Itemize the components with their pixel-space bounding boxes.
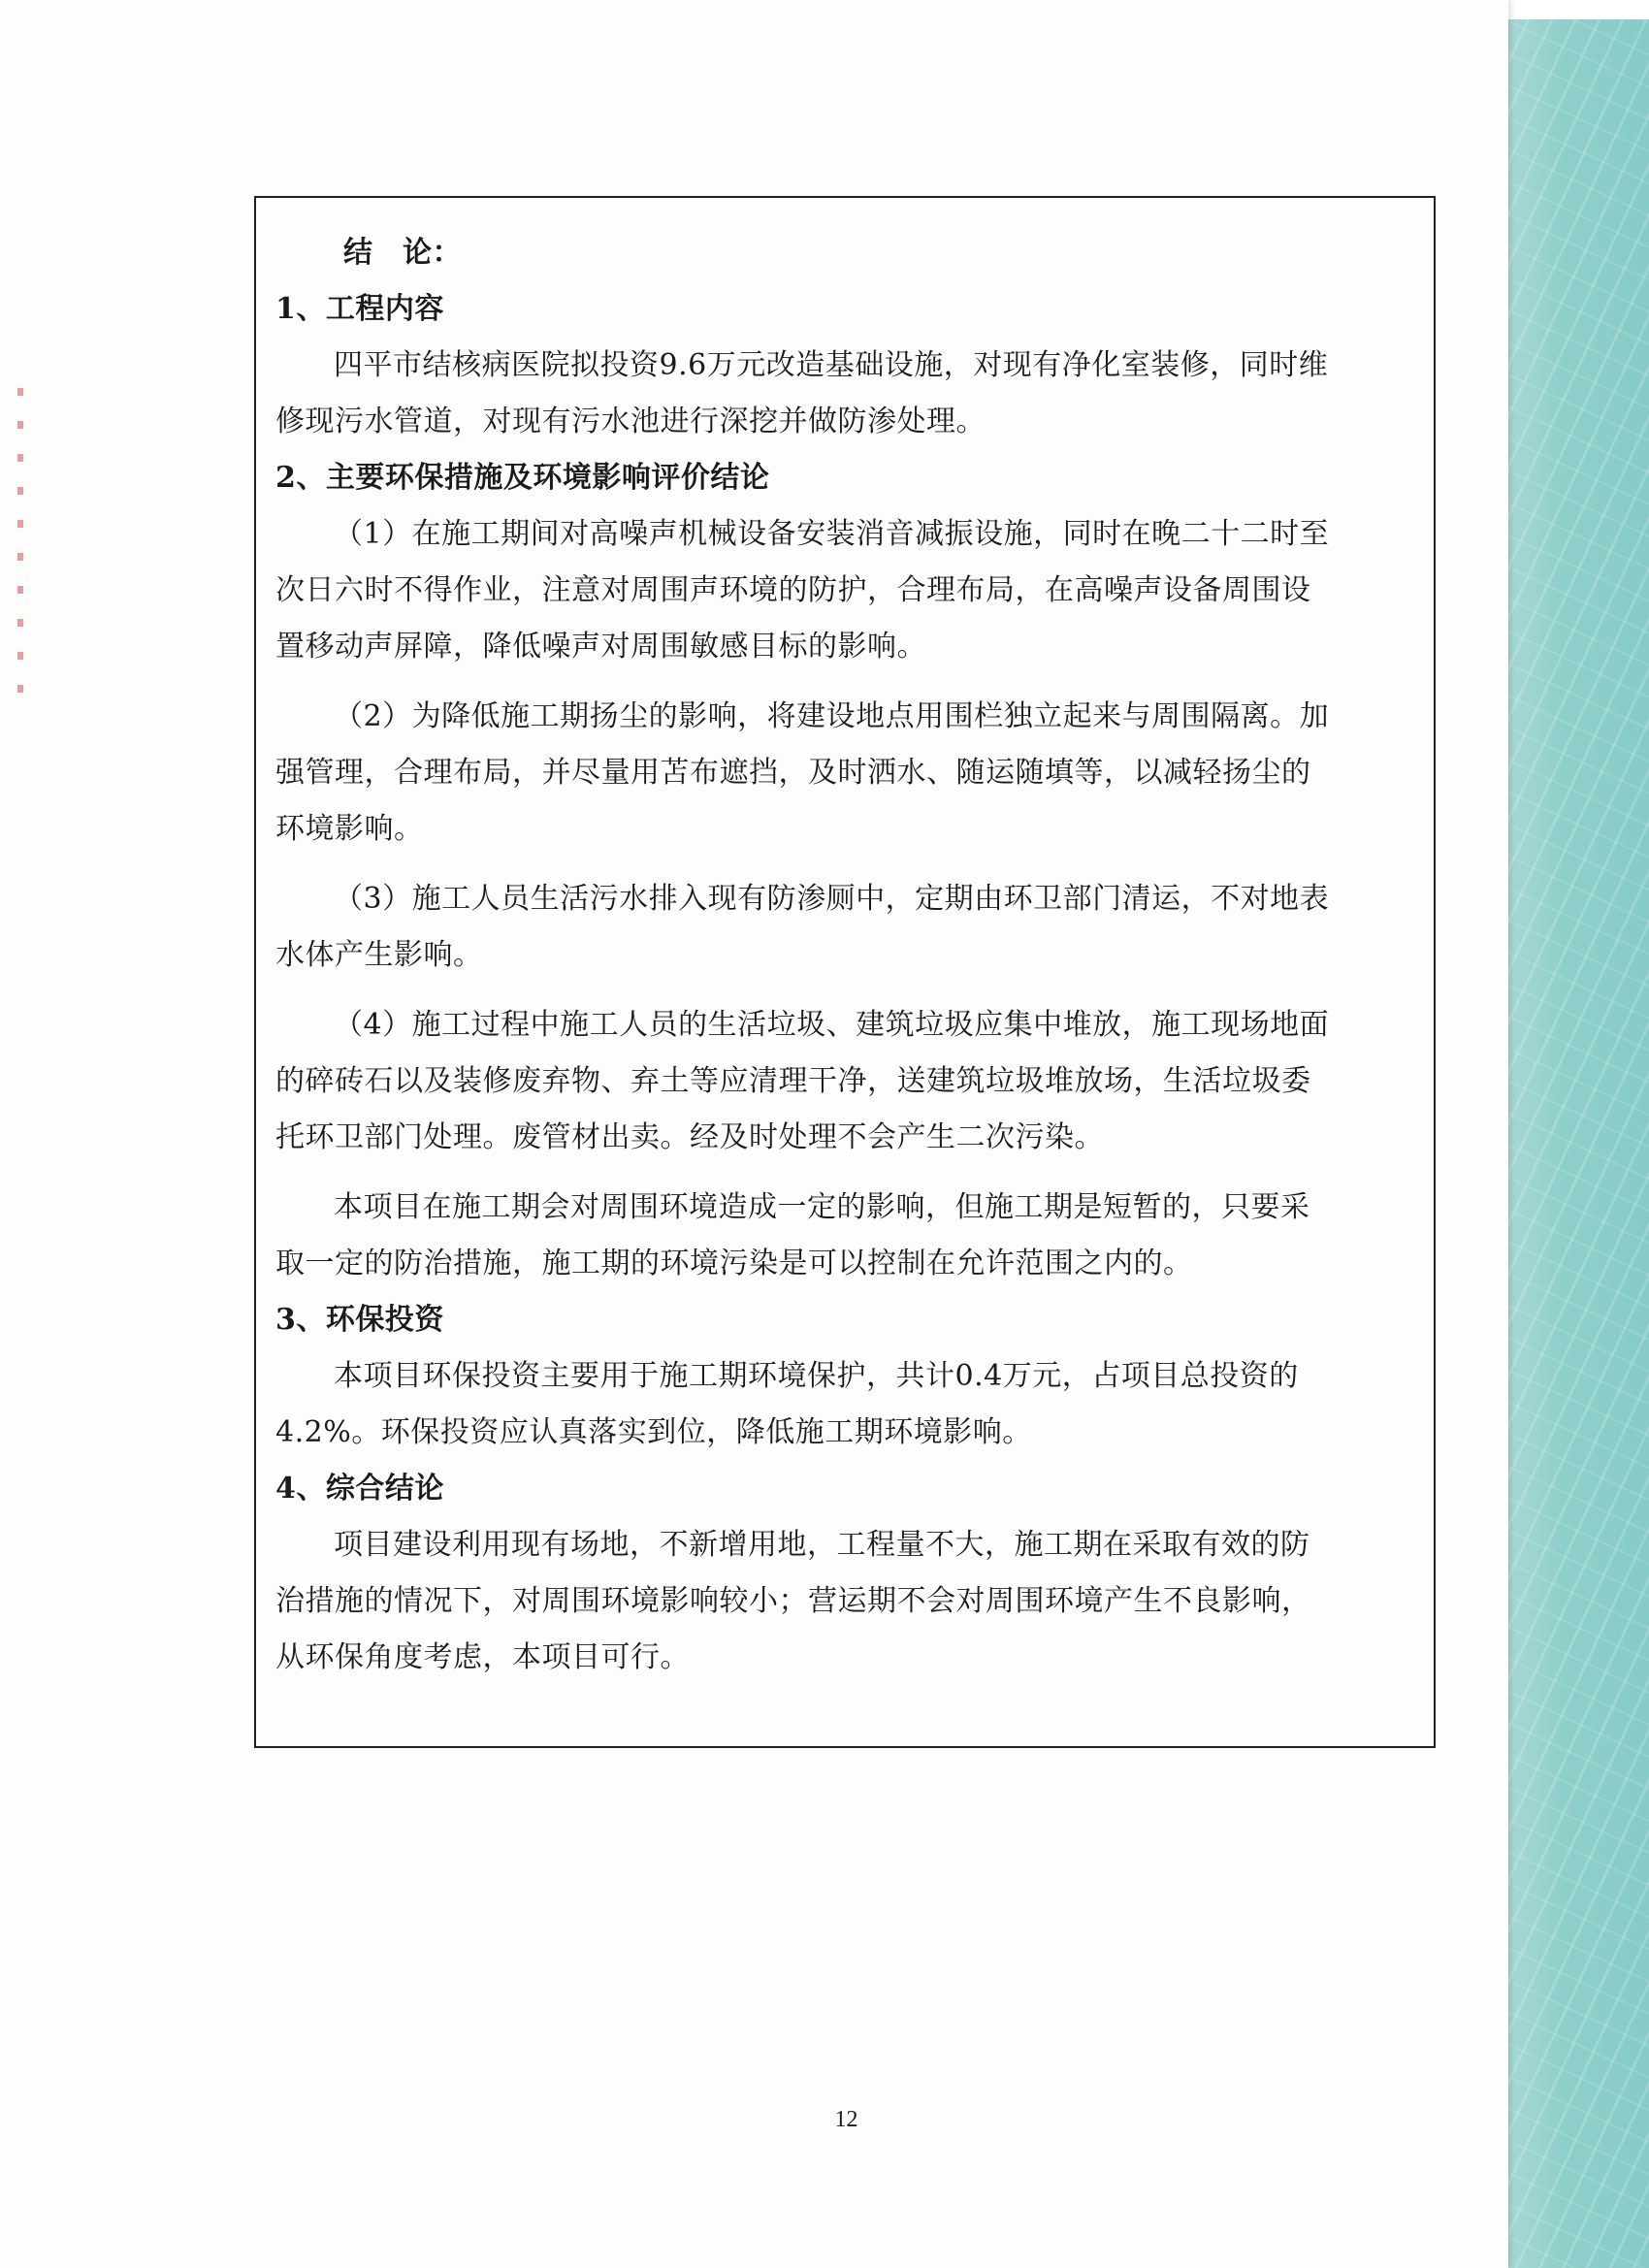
measure-1-line: 次日六时不得作业，注意对周围声环境的防护，合理布局，在高噪声设备周围设 xyxy=(275,573,1311,607)
measure-2-line: 环境影响。 xyxy=(275,812,424,846)
section-4-heading: 4、综合结论 xyxy=(275,1472,444,1506)
section-3-line: 4.2%。环保投资应认真落实到位，降低施工期环境影响。 xyxy=(275,1415,1032,1449)
conclusion-frame xyxy=(254,196,1436,1748)
section-3-heading: 3、环保投资 xyxy=(275,1303,444,1337)
section-1-line: 四平市结核病医院拟投资9.6万元改造基础设施，对现有净化室装修，同时维 xyxy=(334,348,1329,382)
section-1-heading: 1、工程内容 xyxy=(275,292,444,326)
section-2-summary-line: 本项目在施工期会对周围环境造成一定的影响，但施工期是短暂的，只要采 xyxy=(334,1190,1310,1224)
measure-1-line: 置移动声屏障，降低噪声对周围敏感目标的影响。 xyxy=(275,630,926,664)
section-4-line: 治措施的情况下，对周围环境影响较小；营运期不会对周围环境产生不良影响， xyxy=(275,1584,1311,1618)
section-4-line: 从环保角度考虑，本项目可行。 xyxy=(275,1640,690,1674)
measure-4-line: 托环卫部门处理。废管材出卖。经及时处理不会产生二次污染。 xyxy=(275,1120,1104,1154)
conclusion-title: 结 论： xyxy=(343,236,462,270)
measure-3-line: 水体产生影响。 xyxy=(275,938,483,972)
measure-4-line: 的碎砖石以及装修废弃物、弃土等应清理干净，送建筑垃圾堆放场，生活垃圾委 xyxy=(275,1064,1311,1098)
page-number: 12 xyxy=(834,2107,858,2132)
edge-stamp-marks xyxy=(17,388,23,708)
section-3-line: 本项目环保投资主要用于施工期环境保护，共计0.4万元，占项目总投资的 xyxy=(334,1359,1299,1393)
measure-2-line: 强管理，合理布局，并尽量用苫布遮挡，及时洒水、随运随填等，以减轻扬尘的 xyxy=(275,756,1311,790)
section-4-line: 项目建设利用现有场地，不新增用地，工程量不大，施工期在采取有效的防 xyxy=(334,1528,1310,1562)
section-2-heading: 2、主要环保措施及环境影响评价结论 xyxy=(275,461,770,495)
measure-1-line: （1）在施工期间对高噪声机械设备安装消音减振设施，同时在晚二十二时至 xyxy=(334,517,1330,551)
binder-cover-edge xyxy=(1504,19,1649,2268)
measure-4-line: （4）施工过程中施工人员的生活垃圾、建筑垃圾应集中堆放，施工现场地面 xyxy=(334,1008,1330,1042)
measure-3-line: （3）施工人员生活污水排入现有防渗厕中，定期由环卫部门清运，不对地表 xyxy=(334,882,1330,916)
measure-2-line: （2）为降低施工期扬尘的影响，将建设地点用围栏独立起来与周围隔离。加 xyxy=(334,699,1330,733)
section-2-summary-line: 取一定的防治措施，施工期的环境污染是可以控制在允许范围之内的。 xyxy=(275,1247,1193,1280)
section-1-line: 修现污水管道，对现有污水池进行深挖并做防渗处理。 xyxy=(275,405,986,438)
